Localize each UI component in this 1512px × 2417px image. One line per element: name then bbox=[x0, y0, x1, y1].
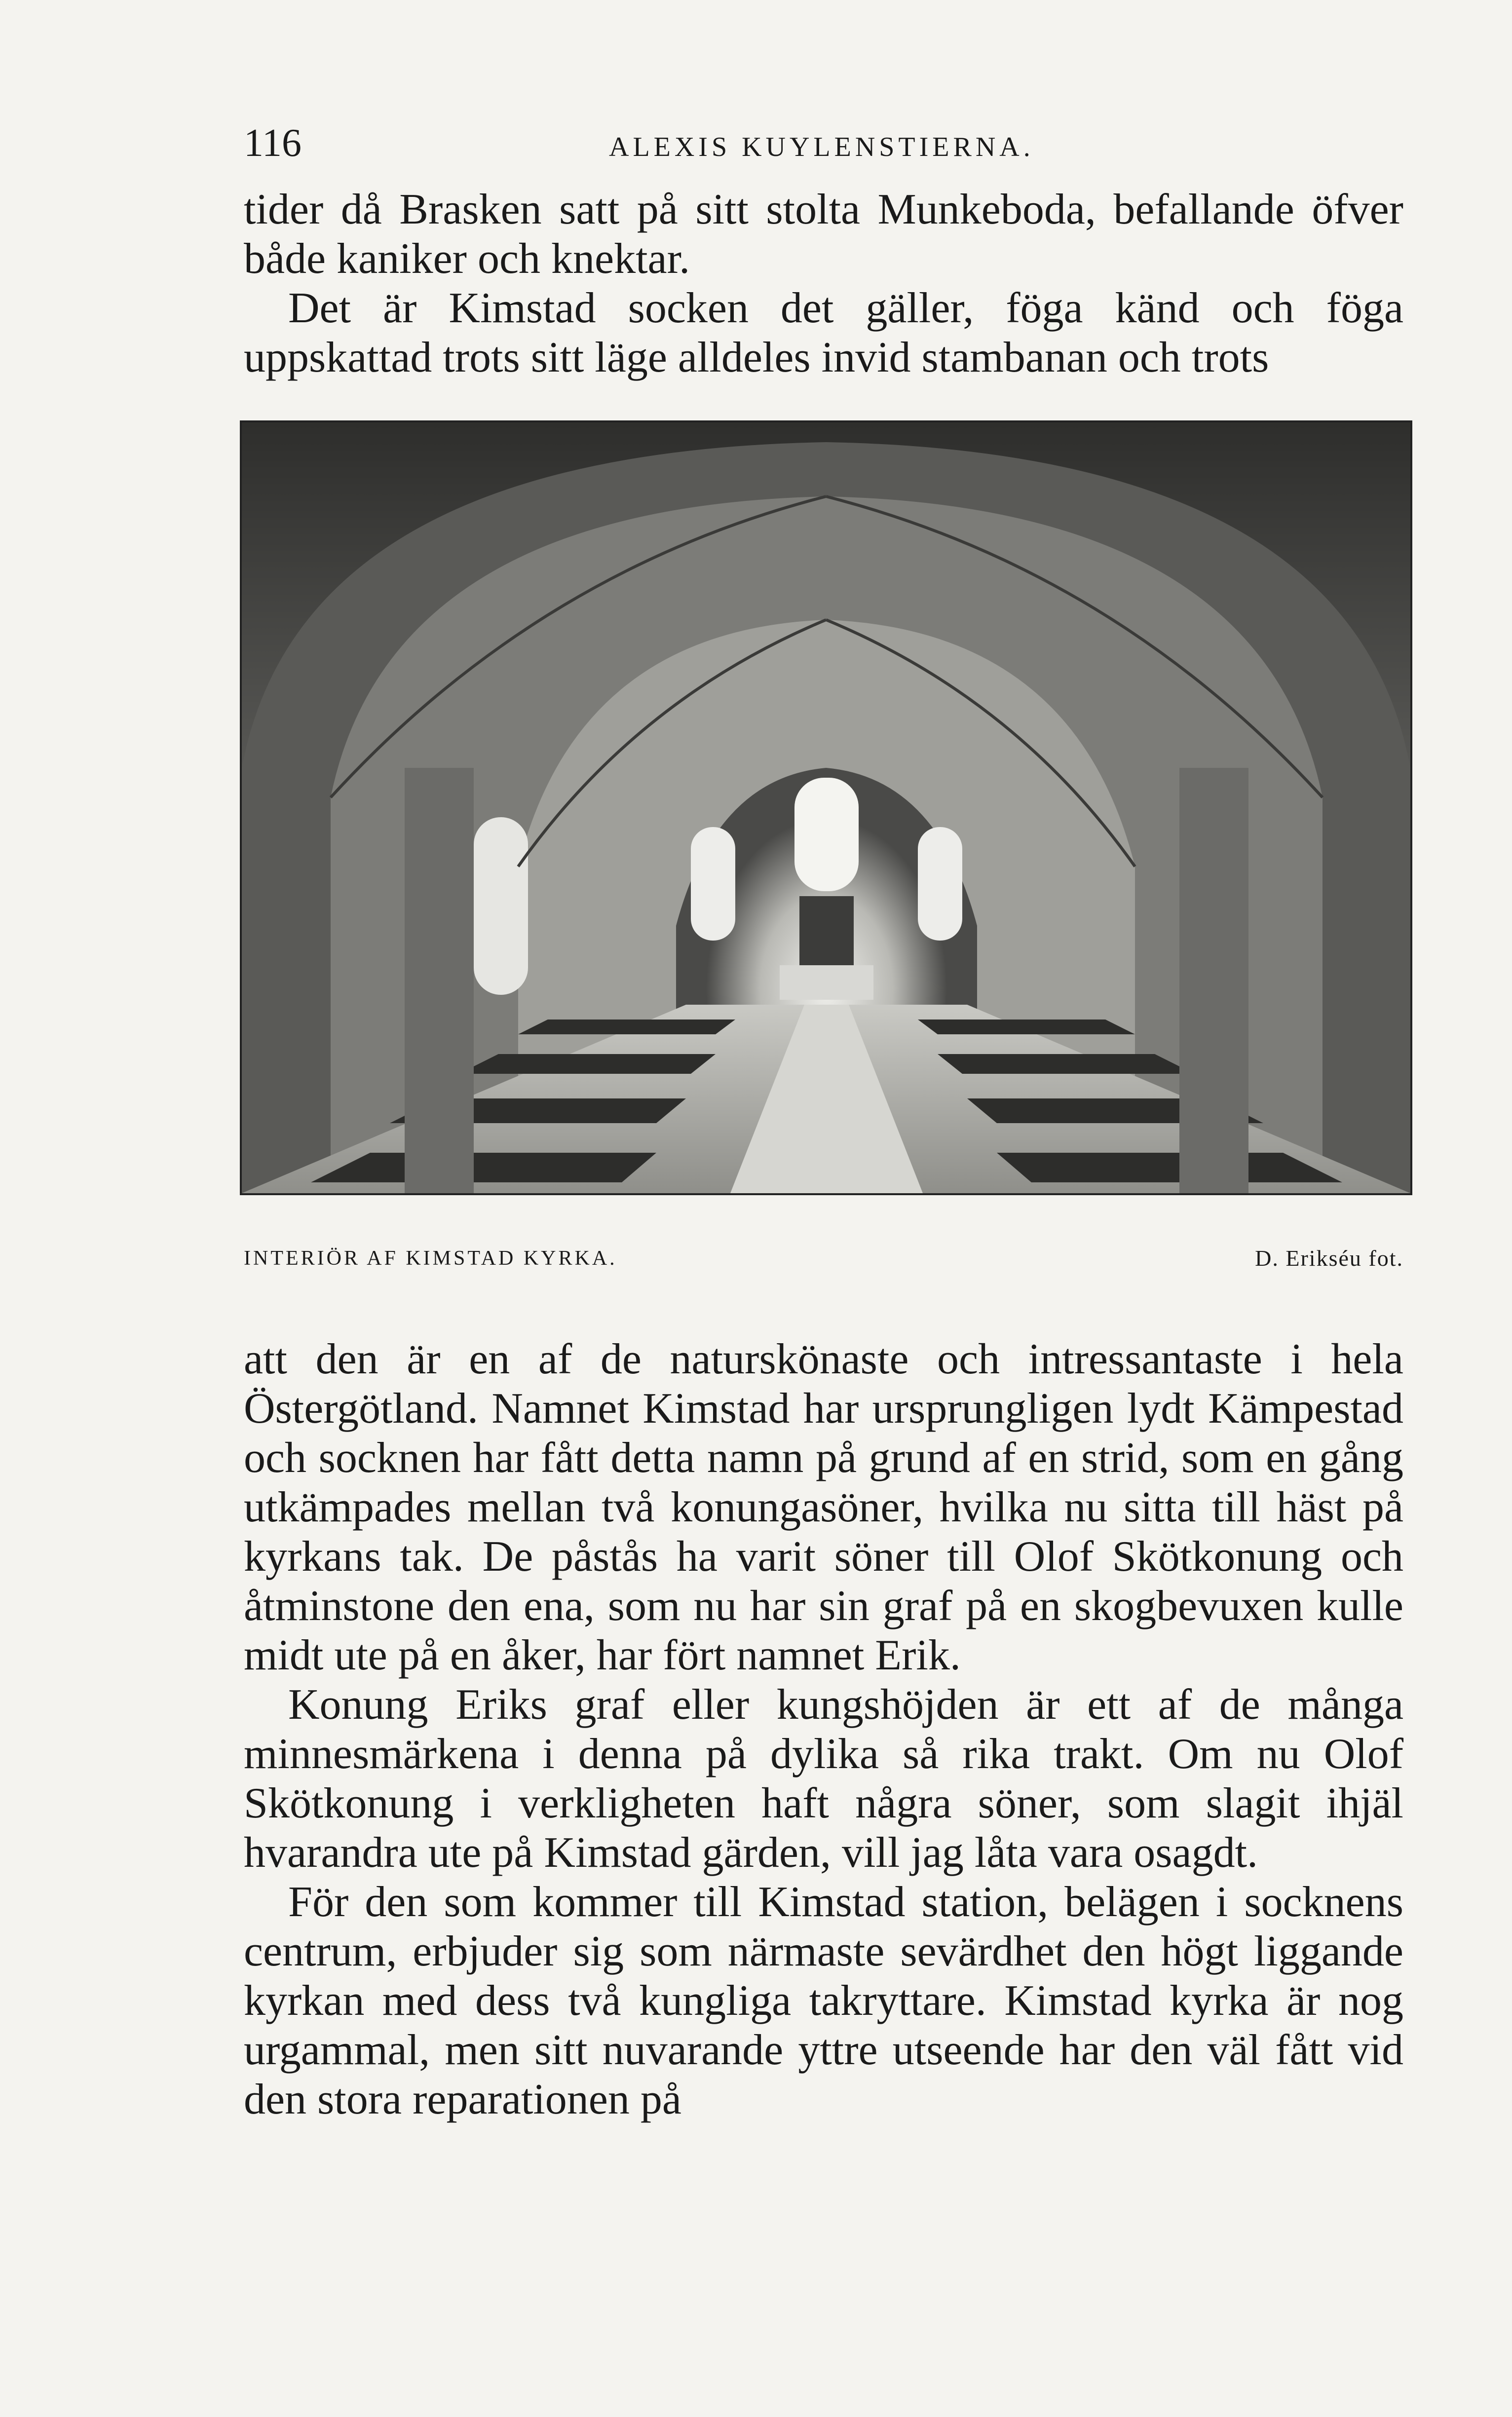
church-interior-photo bbox=[240, 420, 1412, 1195]
page-header bbox=[244, 118, 1403, 168]
text-block-top bbox=[244, 185, 1403, 382]
page-number: 116 bbox=[244, 121, 302, 165]
running-head: ALEXIS KUYLENSTIERNA. bbox=[609, 132, 1034, 162]
paragraph: tider då Brasken satt på sitt stolta Munkeboda, befallande öfver både kaniker och knektar. bbox=[244, 186, 1403, 283]
paragraph: Det är Kimstad socken det gäller, föga känd och föga uppskattad trots sitt läge alldeles invid stambanan och trots bbox=[244, 284, 1403, 381]
paragraph: För den som kommer till Kimstad station, belägen i socknens centrum, erbjuder sig som närmaste sevärdhet den högt liggande kyrkan med dess två kungliga takryttare. Kimstad kyrka är nog urgammal, men sitt nuvarande yttre utseende har den väl fått vid den stora reparationen på bbox=[244, 1878, 1403, 2123]
paragraph: att den är en af de naturskönaste och intressantaste i hela Östergötland. Namnet Kimstad har ursprungligen lydt Kämpestad och socknen har fått detta namn på grund af en strid, som en gång utkämpades mellan två konungasöner, hvilka nu sitta till häst på kyrkans tak. De påstås ha varit söner till Olof Skötkonung och åtminstone den ena, som nu har sin graf på en skogbevuxen kulle midt ute på en åker, har fört namnet Erik. bbox=[244, 1335, 1403, 1679]
text-block-bottom bbox=[244, 1335, 1403, 2124]
figure-caption bbox=[244, 1241, 1403, 1276]
paragraph: Konung Eriks graf eller kungshöjden är ett af de många minnesmärkena i denna på dylika så rika trakt. Om nu Olof Skötkonung i verkligheten haft några söner, som slagit ihjäl hvarandra ute på Kimstad gärden, vill jag låta vara osagdt. bbox=[244, 1681, 1403, 1877]
photo-illustration bbox=[242, 422, 1410, 1193]
caption-title: INTERIÖR AF KIMSTAD KYRKA. bbox=[244, 1247, 617, 1270]
photo-credit: D. Erikséu fot. bbox=[1255, 1246, 1403, 1271]
